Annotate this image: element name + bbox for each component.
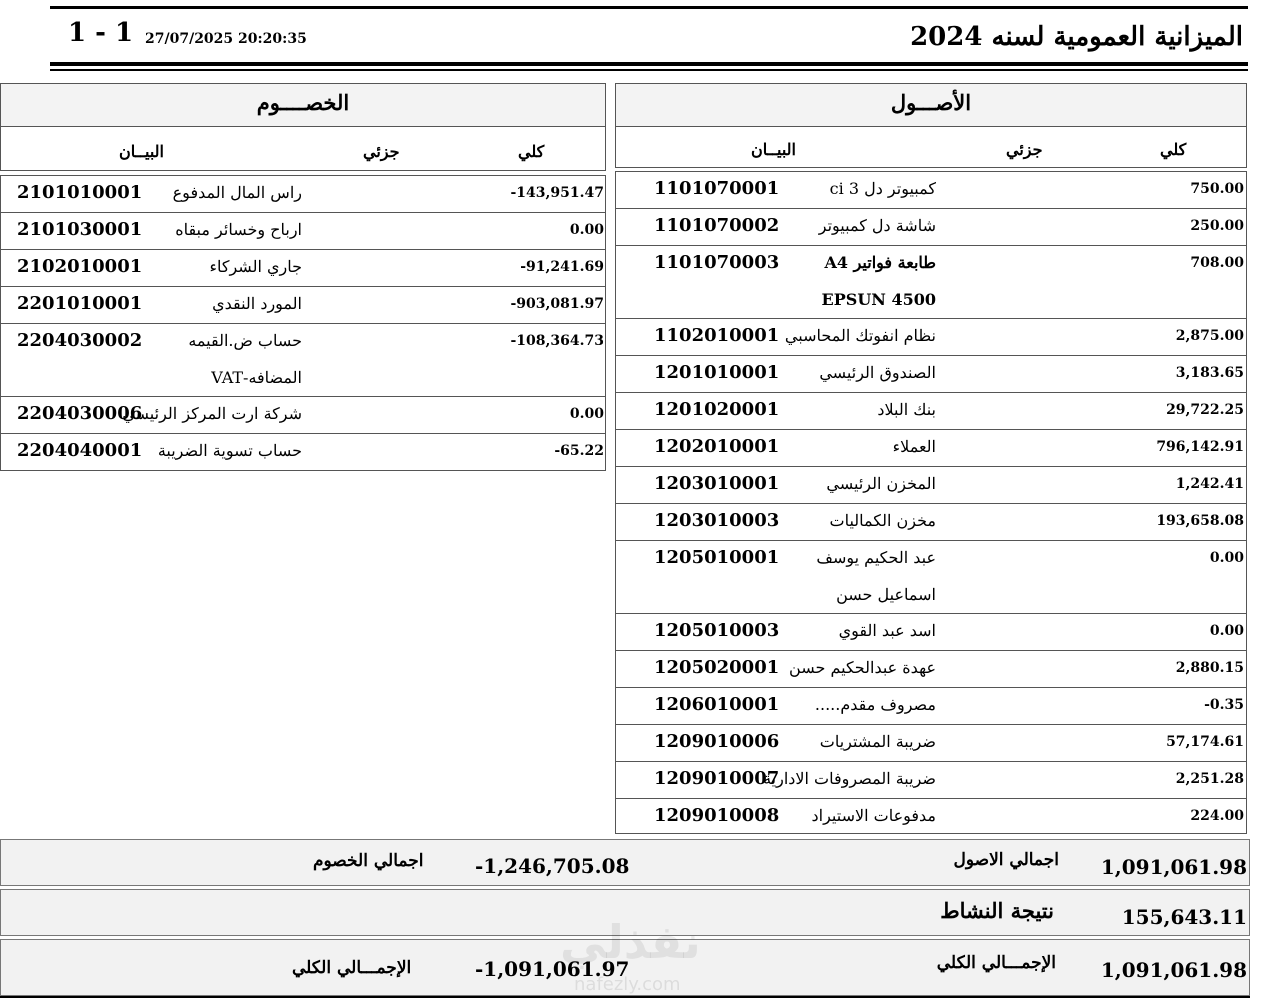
asset-code: 1205020001 xyxy=(654,657,780,678)
grand-total-left-label: الإجمـــالي الكلي xyxy=(292,958,412,978)
liability-desc: راس المال المدفوع xyxy=(172,183,302,202)
asset-code: 1201020001 xyxy=(654,399,780,420)
liability-code: 2101030001 xyxy=(17,219,143,240)
table-row xyxy=(1,213,605,250)
asset-code: 1101070002 xyxy=(654,215,780,236)
asset-desc: مصروف مقدم..... xyxy=(814,695,936,714)
asset-amount: 2,880.15 xyxy=(1175,660,1244,676)
liability-amount: -903,081.97 xyxy=(510,296,604,312)
asset-desc: الصندوق الرئيسي xyxy=(819,363,936,382)
liability-amount: -108,364.73 xyxy=(510,333,604,349)
print-timestamp: 27/07/2025 20:20:35 xyxy=(145,31,307,47)
bottom-rule xyxy=(0,996,1250,998)
asset-amount: 3,183.65 xyxy=(1175,365,1244,381)
asset-desc: طابعة فواتير A4 EPSUN 4500 xyxy=(821,253,936,309)
asset-amount: 1,242.41 xyxy=(1175,476,1244,492)
asset-amount: 2,875.00 xyxy=(1175,328,1244,344)
liability-desc: المورد النقدي xyxy=(212,294,302,313)
table-row xyxy=(616,688,1246,725)
asset-amount: 29,722.25 xyxy=(1166,402,1244,418)
asset-code: 1203010001 xyxy=(654,473,780,494)
table-row xyxy=(616,319,1246,356)
table-row xyxy=(616,504,1246,541)
asset-desc: مخزن الكماليات xyxy=(829,511,936,530)
liability-amount: -143,951.47 xyxy=(510,185,604,201)
table-row xyxy=(1,250,605,287)
table-row xyxy=(616,246,1246,319)
total-liabilities-label: اجمالي الخصوم xyxy=(313,851,424,871)
asset-code: 1209010006 xyxy=(654,731,780,752)
asset-amount: 708.00 xyxy=(1190,255,1244,271)
asset-amount: 0.00 xyxy=(1209,623,1244,639)
total-liabilities-value: -1,246,705.08 xyxy=(475,854,630,878)
table-row xyxy=(1,176,605,213)
asset-desc: نظام انفوتك المحاسبي xyxy=(784,326,936,345)
assets-header-panel xyxy=(615,83,1247,168)
asset-amount: -0.35 xyxy=(1204,697,1244,713)
asset-desc: المخزن الرئيسي xyxy=(826,474,936,493)
asset-code: 1203010003 xyxy=(654,510,780,531)
activity-result-value: 155,643.11 xyxy=(1121,905,1247,929)
table-row xyxy=(616,209,1246,246)
liabilities-col-partial: جزئي xyxy=(363,142,400,161)
assets-col-total: كلي xyxy=(1160,140,1187,159)
liability-amount: 0.00 xyxy=(569,222,604,238)
table-row xyxy=(1,287,605,324)
grand-total-right-label: الإجمـــالي الكلي xyxy=(936,953,1056,973)
asset-amount: 224.00 xyxy=(1190,808,1244,824)
table-row xyxy=(616,172,1246,209)
liability-desc: شركة ارت المركز الرئيسي xyxy=(122,404,302,423)
liability-code: 2204030006 xyxy=(17,403,143,424)
asset-amount: 193,658.08 xyxy=(1156,513,1244,529)
liability-amount: -91,241.69 xyxy=(520,259,604,275)
liability-code: 2204030002 xyxy=(17,330,143,351)
table-row xyxy=(1,397,605,434)
liabilities-header-panel xyxy=(0,83,606,171)
table-row xyxy=(616,725,1246,762)
table-row xyxy=(616,430,1246,467)
assets-title: الأصـــول xyxy=(890,90,972,115)
asset-code: 1101070001 xyxy=(654,178,780,199)
asset-desc: بنك البلاد xyxy=(877,400,936,419)
table-row xyxy=(616,651,1246,688)
asset-code: 1202010001 xyxy=(654,436,780,457)
asset-desc: كمبيوتر دل ci 3 xyxy=(829,179,936,198)
asset-amount: 0.00 xyxy=(1209,550,1244,566)
asset-amount: 57,174.61 xyxy=(1166,734,1244,750)
asset-amount: 2,251.28 xyxy=(1175,771,1244,787)
liability-amount: -65.22 xyxy=(554,443,604,459)
asset-desc: مدفوعات الاستيراد xyxy=(811,806,936,825)
liability-desc: حساب تسوية الضريبة xyxy=(157,441,302,460)
liabilities-col-total: كلي xyxy=(518,142,545,161)
asset-desc: اسد عبد القوي xyxy=(838,621,936,640)
asset-amount: 796,142.91 xyxy=(1156,439,1244,455)
table-row xyxy=(616,799,1246,836)
total-assets-label: اجمالي الاصول xyxy=(953,850,1059,870)
asset-amount: 750.00 xyxy=(1190,181,1244,197)
liability-code: 2102010001 xyxy=(17,256,143,277)
assets-col-desc: البيــان xyxy=(751,140,796,159)
asset-desc: عبد الحكيم يوسف اسماعيل حسن xyxy=(816,548,936,604)
liability-code: 2101010001 xyxy=(17,182,143,203)
asset-code: 1102010001 xyxy=(654,325,780,346)
assets-col-partial: جزئي xyxy=(1006,140,1043,159)
table-row xyxy=(1,434,605,471)
header-rule-thin xyxy=(50,69,1248,71)
asset-desc: ضريبة المصروفات الادارية xyxy=(763,769,936,788)
grand-total-right-value: 1,091,061.98 xyxy=(1100,958,1247,982)
activity-result-label: نتيجة النشاط xyxy=(940,898,1054,923)
assets-table xyxy=(615,171,1247,834)
table-row xyxy=(616,762,1246,799)
asset-code: 1201010001 xyxy=(654,362,780,383)
liability-desc: ارباح وخسائر مبقاه xyxy=(175,220,302,239)
asset-code: 1209010007 xyxy=(654,768,780,789)
table-row xyxy=(616,614,1246,651)
liabilities-title: الخصــــوم xyxy=(256,90,350,115)
liability-amount: 0.00 xyxy=(569,406,604,422)
totals-band xyxy=(0,839,1250,886)
header-rule-thick xyxy=(50,62,1248,66)
asset-code: 1205010001 xyxy=(654,547,780,568)
liabilities-table xyxy=(0,175,606,471)
watermark-url: nafezly.com xyxy=(574,974,681,995)
liability-desc: حساب ض.القيمه المضافه-VAT xyxy=(188,331,302,387)
total-assets-value: 1,091,061.98 xyxy=(1100,855,1247,879)
asset-code: 1206010001 xyxy=(654,694,780,715)
page-number: 1 - 1 xyxy=(68,18,134,48)
page-title: الميزانية العمومية لسنه 2024 xyxy=(910,22,1243,52)
table-row xyxy=(616,393,1246,430)
liability-code: 2201010001 xyxy=(17,293,143,314)
asset-desc: العملاء xyxy=(892,437,936,456)
grand-total-left-value: -1,091,061.97 xyxy=(475,957,630,981)
asset-desc: شاشة دل كمبيوتر xyxy=(818,216,936,235)
asset-code: 1209010008 xyxy=(654,805,780,826)
table-row xyxy=(1,324,605,397)
asset-code: 1101070003 xyxy=(654,252,780,273)
header-top-rule xyxy=(50,6,1248,9)
asset-code: 1205010003 xyxy=(654,620,780,641)
asset-desc: عهدة عبدالحكيم حسن xyxy=(789,658,936,677)
liability-code: 2204040001 xyxy=(17,440,143,461)
table-row xyxy=(616,467,1246,504)
asset-desc: ضريبة المشتريات xyxy=(819,732,936,751)
asset-amount: 250.00 xyxy=(1190,218,1244,234)
watermark-text: نفذلي xyxy=(560,915,701,969)
table-row xyxy=(616,541,1246,614)
table-row xyxy=(616,356,1246,393)
liabilities-col-desc: البيــان xyxy=(119,142,164,161)
liability-desc: جاري الشركاء xyxy=(209,257,302,276)
